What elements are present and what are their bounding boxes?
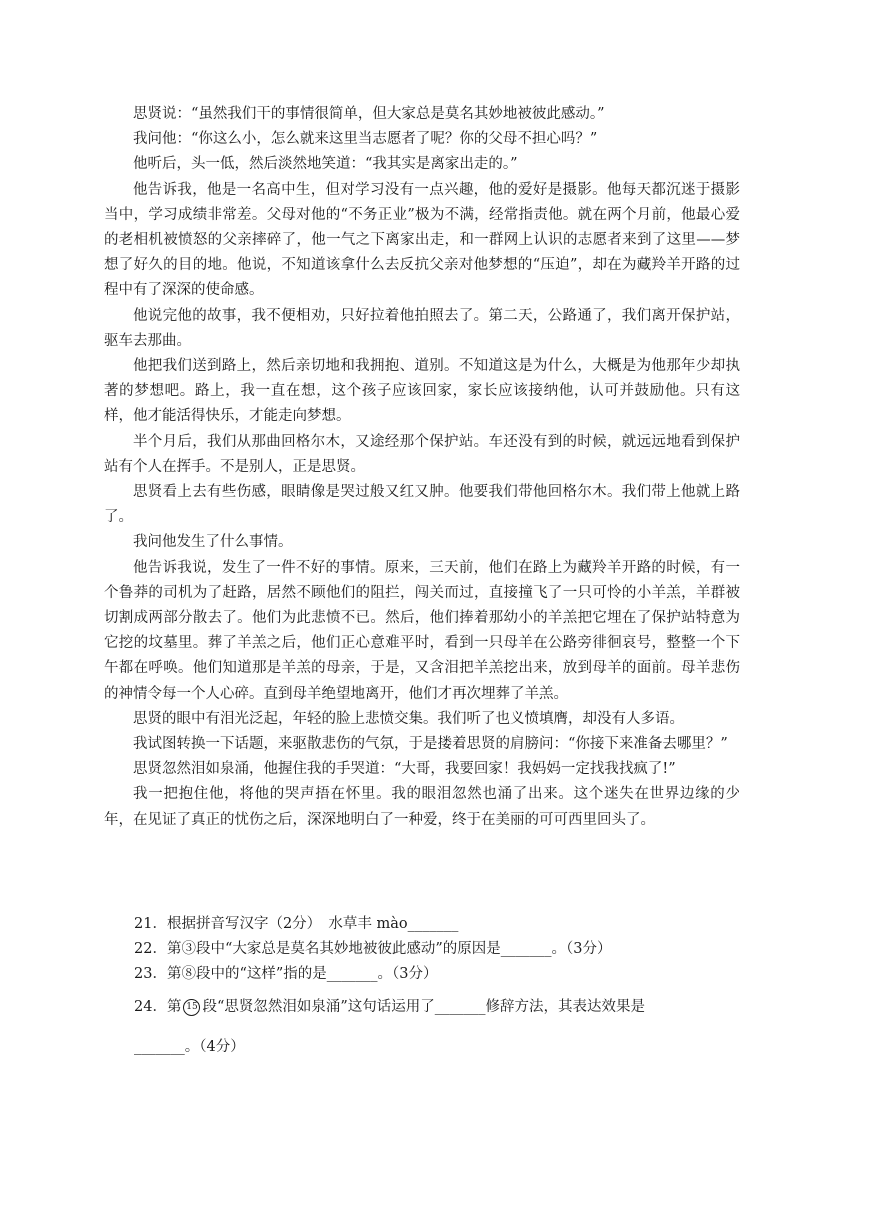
paragraph: 我问他发生了什么事情。 bbox=[133, 534, 293, 551]
paragraph: 他告诉我，他是一名高中生，但对学习没有一点兴趣，他的爱好是摄影。他每天都沉迷于摄影当中，学习成绩非常差。父母对他的“不务正业”极为不满，经常指责他。就在两个月前，他最心爱的老相机被愤怒的父亲摔碎了，他一气之下离家出走，和一群网上认识的志愿者来到了这里——梦想了好久的目的地。他说，不知道该拿什么去反抗父亲对他梦想的“压迫”，却在为藏羚羊开路的过程中有了深深的使命感。 bbox=[104, 181, 740, 299]
paragraph: 我试图转换一下话题，来驱散悲伤的气氛，于是搂着思贤的肩膀问：“你接下来准备去哪里？” bbox=[133, 736, 728, 753]
paragraph: 思贤忽然泪如泉涌，他握住我的手哭道：“大哥，我要回家！我妈妈一定找我找疯了!” bbox=[133, 761, 676, 778]
paragraph: 他说完他的故事，我不便相劝，只好拉着他拍照去了。第二天，公路通了，我们离开保护站，驱车去那曲。 bbox=[104, 307, 740, 349]
paragraph: 他把我们送到路上，然后亲切地和我拥抱、道别。不知道这是为什么，大概是为他那年少却执著的梦想吧。路上，我一直在想，这个孩子应该回家，家长应该接纳他，认可并鼓励他。只有这样，他才能活得快乐，才能走向梦想。 bbox=[104, 358, 740, 425]
article-body bbox=[104, 102, 740, 833]
paragraph: 思贤说：“虽然我们干的事情很简单，但大家总是莫名其妙地被彼此感动。” bbox=[133, 106, 605, 122]
question-22: 22．第③段中“大家总是莫名其妙地被彼此感动”的原因是_______。（3分） bbox=[134, 941, 612, 957]
question-list bbox=[104, 912, 740, 1074]
question-24-continuation: _______。（4分） bbox=[134, 1038, 245, 1055]
question-24 bbox=[104, 995, 740, 1020]
paragraph: 思贤看上去有些伤感，眼睛像是哭过般又红又肿。他要我们带他回格尔木。我们带上他就上路了。 bbox=[104, 484, 740, 526]
question-24-prefix: 24．第 bbox=[134, 999, 182, 1015]
paragraph: 他告诉我说，发生了一件不好的事情。原来，三天前，他们在路上为藏羚羊开路的时候，有一个鲁莽的司机为了赶路，居然不顾他们的阻拦，闯关而过，直接撞飞了一只可怜的小羊羔，羊群被切割成两部分散去了。他们为此悲愤不已。然后，他们捧着那幼小的羊羔把它埋在了保护站特意为它挖的坟墓里。葬了羊羔之后，他们正心意难平时，看到一只母羊在公路旁徘徊哀号，整整一个下午都在呼唤。他们知道那是羊羔的母亲，于是，又含泪把羊羔挖出来，放到母羊的面前。母羊悲伤的神情令每一个人心碎。直到母羊绝望地离开，他们才再次埋葬了羊羔。 bbox=[104, 559, 740, 702]
paragraph: 他听后，头一低，然后淡然地笑道：“我其实是离家出走的。” bbox=[133, 156, 518, 173]
paragraph: 思贤的眼中有泪光泛起，年轻的脸上悲愤交集。我们听了也义愤填膺，却没有人多语。 bbox=[133, 710, 684, 727]
question-23: 23．第⑧段中的“这样”指的是_______。（3分） bbox=[134, 966, 438, 982]
circled-number-15: 15 bbox=[183, 999, 200, 1016]
paragraph: 我一把抱住他，将他的哭声捂在怀里。我的眼泪忽然也涌了出来。这个迷失在世界边缘的少年，在见证了真正的忧伤之后，深深地明白了一种爱，终于在美丽的可可西里回头了。 bbox=[104, 786, 740, 828]
paragraph: 我问他：“你这么小，怎么就来这里当志愿者了呢？你的父母不担心吗？” bbox=[133, 131, 598, 148]
paragraph: 半个月后，我们从那曲回格尔木，又途经那个保护站。车还没有到的时候，就远远地看到保护站有个人在挥手。不是别人，正是思贤。 bbox=[104, 433, 740, 475]
question-21: 21．根据拼音写汉字（2分） 水草丰 mào_______ bbox=[134, 916, 459, 932]
question-24-text: 段“思贤忽然泪如泉涌”这句话运用了_______修辞方法，其表达效果是 bbox=[202, 999, 646, 1015]
